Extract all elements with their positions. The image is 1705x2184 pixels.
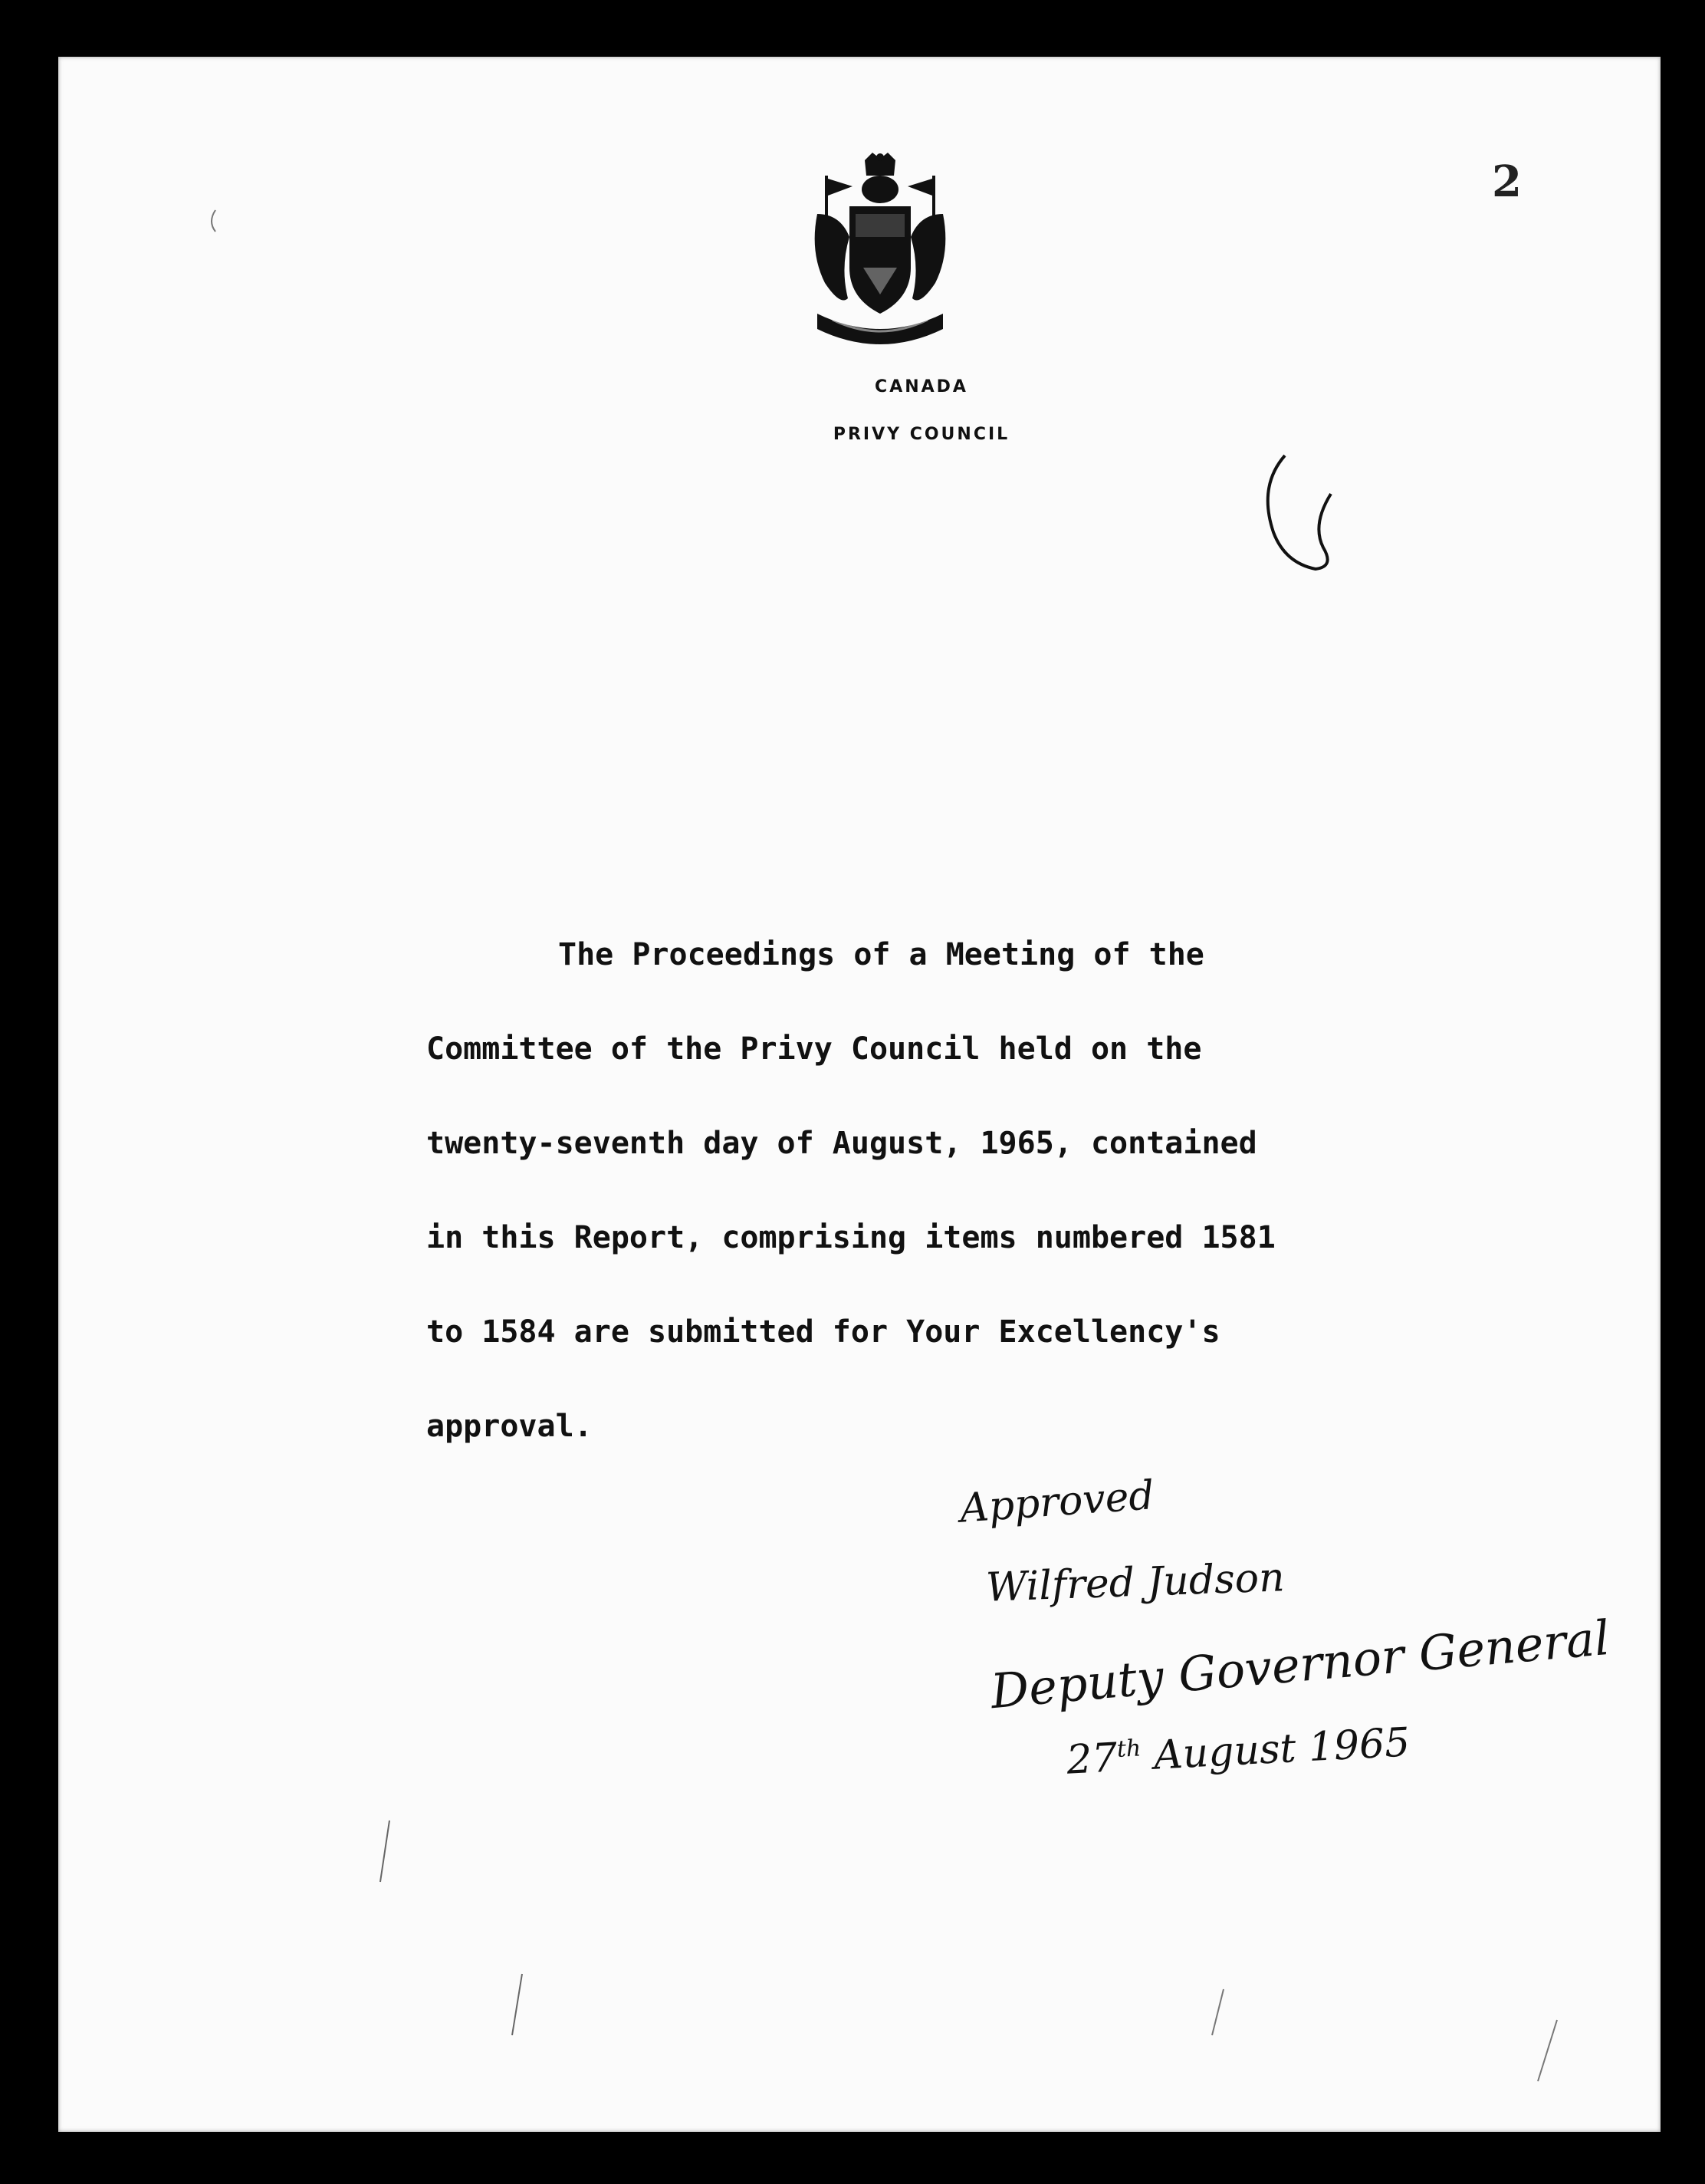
page-number: 2: [1492, 156, 1522, 207]
proceedings-paragraph: [426, 908, 1461, 1474]
date-day: 27: [1065, 1735, 1119, 1784]
paragraph-line: The Proceedings of a Meeting of the: [558, 937, 1204, 972]
document-page: [58, 57, 1661, 2132]
paragraph-line: approval.: [426, 1409, 593, 1444]
handwritten-approved: Approved: [958, 1472, 1156, 1532]
handwritten-date: [1066, 1719, 1411, 1783]
handwritten-title: Deputy Governor General: [988, 1609, 1612, 1720]
letterhead-office: PRIVY COUNCIL: [833, 425, 1010, 444]
handwritten-signature-name: Wilfred Judson: [985, 1554, 1286, 1611]
paragraph-line: to 1584 are submitted for Your Excellency's: [426, 1314, 1220, 1350]
paragraph-line: in this Report, comprising items numbered 1581: [426, 1220, 1276, 1255]
letterhead-country: CANADA: [875, 377, 968, 396]
paragraph-line: Committee of the Privy Council held on the: [426, 1031, 1202, 1067]
coat-of-arms-emblem: [802, 153, 958, 360]
date-suffix: th: [1115, 1735, 1142, 1763]
handwritten-bracket-mark: [1268, 456, 1331, 569]
paragraph-line: twenty-seventh day of August, 1965, contained: [426, 1126, 1257, 1161]
date-rest: August 1965: [1152, 1719, 1411, 1779]
